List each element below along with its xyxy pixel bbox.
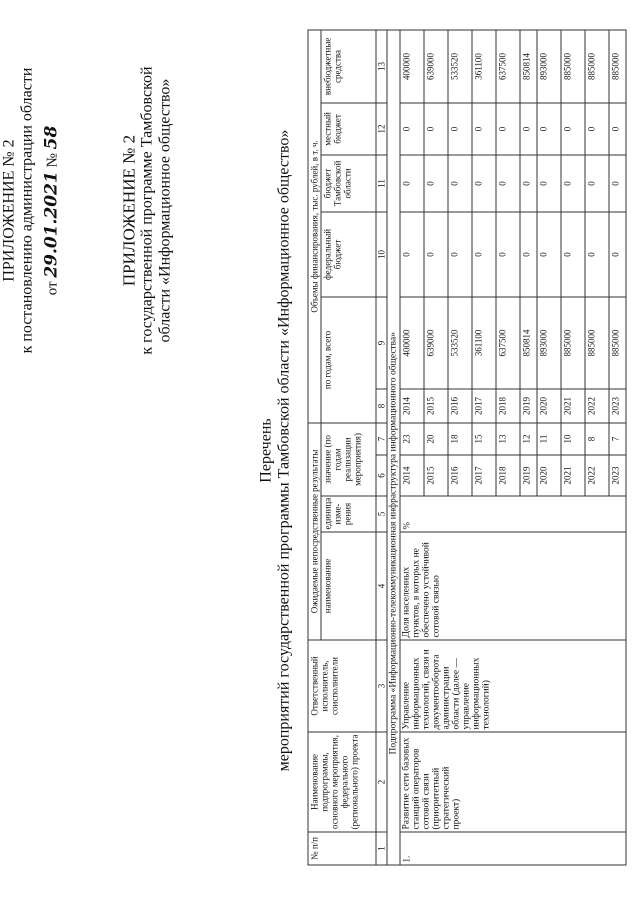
column-number: 12 xyxy=(376,102,387,154)
federal-cell: 0 xyxy=(496,211,520,296)
value-cell: 13 xyxy=(496,422,520,454)
header-executor: Ответственный исполнитель, соисполнители xyxy=(308,640,376,732)
local-cell: 0 xyxy=(496,102,520,154)
extra-cell: 885000 xyxy=(609,29,626,102)
header-extra: внебюджетные средства xyxy=(321,29,376,102)
extra-cell: 850814 xyxy=(520,29,537,102)
year-cell: 2019 xyxy=(520,455,537,496)
year-cell: 2022 xyxy=(585,455,609,496)
extra-cell: 361100 xyxy=(472,29,496,102)
total-cell: 361100 xyxy=(472,296,496,388)
appendix-header xyxy=(0,45,61,375)
federal-cell: 0 xyxy=(472,211,496,296)
local-cell: 0 xyxy=(585,102,609,154)
value-cell: 7 xyxy=(609,422,626,454)
table-row xyxy=(400,29,424,864)
year-cell: 2022 xyxy=(585,388,609,422)
total-cell: 885000 xyxy=(609,296,626,388)
extra-cell: 637500 xyxy=(496,29,520,102)
extra-cell: 533520 xyxy=(448,29,472,102)
regional-cell: 0 xyxy=(424,154,448,211)
regional-cell: 0 xyxy=(448,154,472,211)
regional-cell: 0 xyxy=(496,154,520,211)
value-cell: 10 xyxy=(561,422,585,454)
year-cell: 2023 xyxy=(609,388,626,422)
year-cell: 2021 xyxy=(561,455,585,496)
extra-cell: 885000 xyxy=(585,29,609,102)
header-local: местный бюджет xyxy=(321,102,376,154)
total-cell: 885000 xyxy=(561,296,585,388)
regional-cell: 0 xyxy=(585,154,609,211)
value-cell: 11 xyxy=(537,422,561,454)
column-number: 11 xyxy=(376,154,387,211)
indicator-name: Доля населенных пунктов, в которых не обеспечено устойчивой сотовой связью xyxy=(400,532,626,640)
item-num: 1. xyxy=(400,832,626,865)
list-subtitle: мероприятий государственной программы Тамбовской области «Информационное общество» xyxy=(275,129,292,771)
list-title: Перечень xyxy=(257,417,274,483)
header-result-unit: единица изме-рения xyxy=(321,496,376,532)
year-cell: 2016 xyxy=(448,388,472,422)
year-cell: 2015 xyxy=(424,388,448,422)
year-cell: 2021 xyxy=(561,388,585,422)
total-cell: 850814 xyxy=(520,296,537,388)
extra-cell: 639000 xyxy=(424,29,448,102)
federal-cell: 0 xyxy=(609,211,626,296)
year-cell: 2018 xyxy=(496,455,520,496)
list-header xyxy=(257,35,293,865)
federal-cell: 0 xyxy=(585,211,609,296)
year-cell: 2014 xyxy=(400,455,424,496)
year-cell: 2023 xyxy=(609,455,626,496)
regional-cell: 0 xyxy=(537,154,561,211)
appendix-title: ПРИЛОЖЕНИЕ № 2 xyxy=(0,138,17,282)
year-cell: 2019 xyxy=(520,388,537,422)
regional-cell: 0 xyxy=(472,154,496,211)
total-cell: 400000 xyxy=(400,296,424,388)
item-name: Развитие сети базовых станций операторов сотовой связи (приоритетный стратегический проект) xyxy=(400,732,626,832)
regional-cell: 0 xyxy=(400,154,424,211)
appendix2-line2: области «Информационное общество» xyxy=(156,78,173,342)
header-federal: федеральный бюджет xyxy=(321,211,376,296)
federal-cell: 0 xyxy=(400,211,424,296)
value-cell: 12 xyxy=(520,422,537,454)
year-cell: 2014 xyxy=(400,388,424,422)
federal-cell: 0 xyxy=(448,211,472,296)
year-cell: 2017 xyxy=(472,455,496,496)
local-cell: 0 xyxy=(472,102,496,154)
column-number: 13 xyxy=(376,29,387,102)
column-number: 8 xyxy=(376,388,387,422)
total-cell: 639000 xyxy=(424,296,448,388)
value-cell: 8 xyxy=(585,422,609,454)
federal-cell: 0 xyxy=(537,211,561,296)
year-cell: 2015 xyxy=(424,455,448,496)
appendix2-line1: к государственной программе Тамбовской xyxy=(138,65,155,355)
column-number: 10 xyxy=(376,211,387,296)
federal-cell: 0 xyxy=(424,211,448,296)
indicator-unit: % xyxy=(400,496,626,532)
header-regional: бюджет Тамбовской области xyxy=(321,154,376,211)
appendix2-header xyxy=(120,45,174,375)
total-cell: 885000 xyxy=(585,296,609,388)
header-result-value: значение (по годам реализации мероприятия) xyxy=(321,422,376,495)
column-number: 5 xyxy=(376,496,387,532)
year-cell: 2018 xyxy=(496,388,520,422)
local-cell: 0 xyxy=(400,102,424,154)
regional-cell: 0 xyxy=(609,154,626,211)
value-cell: 18 xyxy=(448,422,472,454)
column-number: 6 xyxy=(376,455,387,496)
header-name: Наименование подпрограммы, основного мероприятия, федерального (регионального) проекта xyxy=(308,732,376,832)
appendix-subtitle: к постановлению администрации области xyxy=(18,67,35,353)
year-cell: 2020 xyxy=(537,388,561,422)
subprogram-title: Подпрограмма «Информационно-телекоммуникационная инфраструктура информационного общества» xyxy=(387,29,400,864)
total-cell: 533520 xyxy=(448,296,472,388)
column-number-row xyxy=(376,29,387,864)
year-cell: 2020 xyxy=(537,455,561,496)
column-number: 9 xyxy=(376,296,387,388)
local-cell: 0 xyxy=(520,102,537,154)
column-number: 7 xyxy=(376,422,387,454)
column-number: 3 xyxy=(376,640,387,732)
header-by-year: по годам, всего xyxy=(321,296,376,422)
date-prefix: от xyxy=(44,280,60,295)
total-cell: 893000 xyxy=(537,296,561,388)
year-cell: 2017 xyxy=(472,388,496,422)
number-sign: № xyxy=(44,152,60,167)
value-cell: 15 xyxy=(472,422,496,454)
column-number: 2 xyxy=(376,732,387,832)
federal-cell: 0 xyxy=(561,211,585,296)
value-cell: 20 xyxy=(424,422,448,454)
local-cell: 0 xyxy=(424,102,448,154)
value-cell: 23 xyxy=(400,422,424,454)
column-number: 4 xyxy=(376,532,387,640)
header-num: № п/п xyxy=(308,832,376,865)
extra-cell: 893000 xyxy=(537,29,561,102)
year-cell: 2016 xyxy=(448,455,472,496)
measures-table xyxy=(307,29,626,865)
local-cell: 0 xyxy=(537,102,561,154)
federal-cell: 0 xyxy=(520,211,537,296)
header-result-name: наименование xyxy=(321,532,376,640)
local-cell: 0 xyxy=(609,102,626,154)
local-cell: 0 xyxy=(448,102,472,154)
header-funding: Объемы финансирования, тыс. рублей, в т. ч. xyxy=(308,29,321,422)
regional-cell: 0 xyxy=(561,154,585,211)
subprogram-row xyxy=(387,29,400,864)
column-number: 1 xyxy=(376,832,387,865)
total-cell: 637500 xyxy=(496,296,520,388)
date-signature: 29.01.2021 xyxy=(41,170,61,278)
appendix2-title: ПРИЛОЖЕНИЕ № 2 xyxy=(119,134,138,286)
header-results: Ожидаемые непосредственные результаты xyxy=(308,422,321,639)
number-signature: 58 xyxy=(41,125,61,149)
extra-cell: 885000 xyxy=(561,29,585,102)
local-cell: 0 xyxy=(561,102,585,154)
item-executor: Управление информационных технологий, связи и документооборота администрации области (далее — управление информационных технологий) xyxy=(400,640,626,732)
regional-cell: 0 xyxy=(520,154,537,211)
extra-cell: 400000 xyxy=(400,29,424,102)
decree-date-line xyxy=(42,45,61,375)
